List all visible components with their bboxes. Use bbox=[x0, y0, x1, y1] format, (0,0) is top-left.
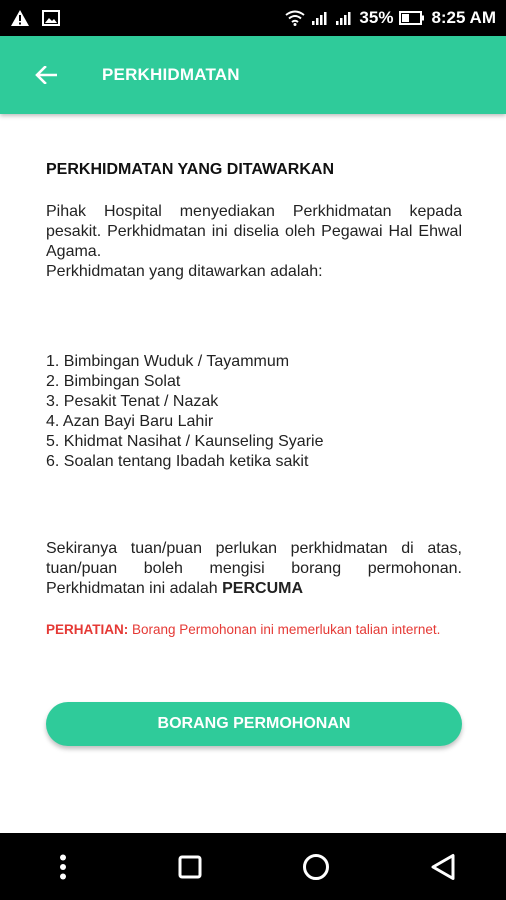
intro-paragraph: Pihak Hospital menyediakan Perkhidmatan kepada pesakit. Perkhidmatan ini diselia oleh Pegawai Hal Ehwal Agama. bbox=[46, 203, 462, 260]
signal-icon bbox=[335, 10, 353, 26]
list-item: 1. Bimbingan Wuduk / Tayammum bbox=[46, 353, 290, 370]
recents-button[interactable] bbox=[160, 837, 220, 897]
square-icon bbox=[178, 855, 202, 879]
signal-icon bbox=[311, 10, 329, 26]
image-icon bbox=[42, 10, 60, 26]
back-button[interactable] bbox=[16, 45, 76, 105]
list-item: 6. Soalan tentang Ibadah ketika sakit bbox=[46, 453, 309, 470]
intro-paragraph-2: Perkhidmatan yang ditawarkan adalah: bbox=[46, 263, 323, 280]
application-form-button[interactable]: BORANG PERMOHONAN bbox=[46, 702, 462, 746]
home-button[interactable] bbox=[286, 837, 346, 897]
app-bar bbox=[0, 36, 506, 114]
list-item: 3. Pesakit Tenat / Nazak bbox=[46, 393, 219, 410]
navigation-bar bbox=[0, 833, 506, 900]
closing-text: Sekiranya tuan/puan perlukan perkhidmatan di atas, tuan/puan boleh mengisi borang permohonan. Perkhidmatan ini adalah bbox=[46, 540, 462, 597]
battery-percent: 35% bbox=[359, 8, 394, 27]
list-item: 2. Bimbingan Solat bbox=[46, 373, 181, 390]
list-item: 5. Khidmat Nasihat / Kaunseling Syarie bbox=[46, 433, 324, 450]
main-content bbox=[46, 160, 462, 639]
services-list bbox=[46, 352, 462, 472]
circle-icon bbox=[302, 853, 330, 881]
list-item: 4. Azan Bayi Baru Lahir bbox=[46, 413, 214, 430]
wifi-icon bbox=[285, 10, 305, 26]
arrow-left-icon bbox=[35, 66, 57, 84]
more-button[interactable] bbox=[33, 837, 93, 897]
free-label: PERCUMA bbox=[222, 580, 303, 597]
more-vert-icon bbox=[59, 854, 67, 880]
attention-label: PERHATIAN: bbox=[46, 622, 129, 637]
back-nav-button[interactable] bbox=[413, 837, 473, 897]
attention-note bbox=[46, 621, 462, 639]
back-triangle-icon bbox=[430, 853, 456, 881]
attention-text: Borang Permohonan ini memerlukan talian internet. bbox=[128, 622, 441, 637]
warning-icon bbox=[10, 9, 30, 27]
page-title: PERKHIDMATAN bbox=[102, 65, 240, 84]
closing-paragraph bbox=[46, 539, 462, 599]
status-bar bbox=[0, 0, 506, 36]
clock: 8:25 AM bbox=[431, 8, 496, 27]
section-heading: PERKHIDMATAN YANG DITAWARKAN bbox=[46, 161, 335, 178]
battery-icon bbox=[399, 10, 425, 26]
